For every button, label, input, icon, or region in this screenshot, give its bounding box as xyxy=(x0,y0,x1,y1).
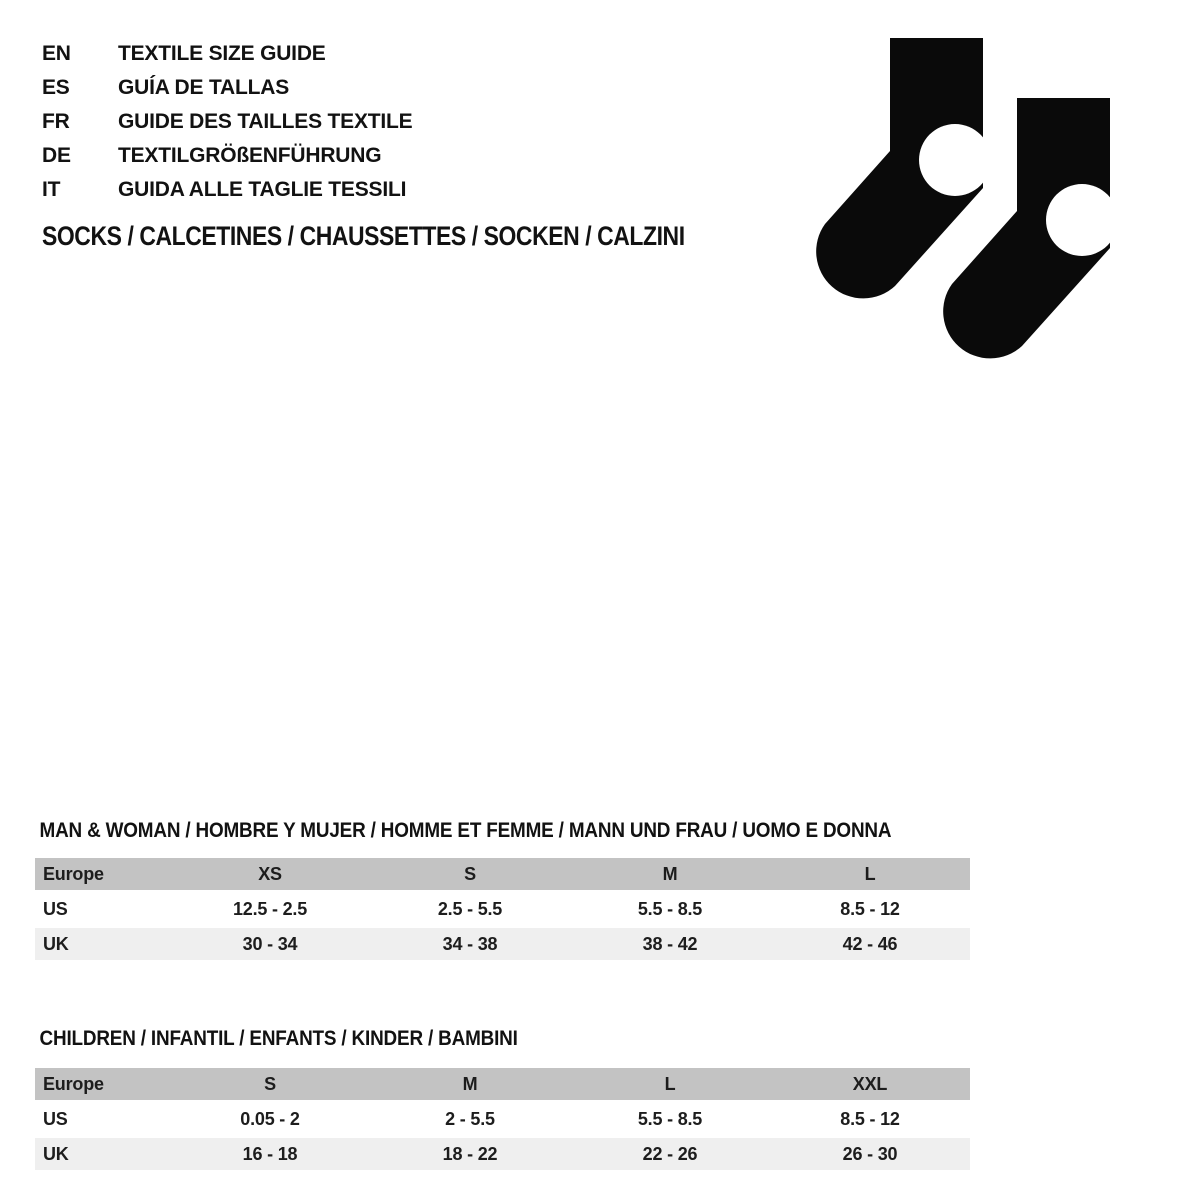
language-code: FR xyxy=(42,110,70,133)
section-title: MAN & WOMAN / HOMBRE Y MUJER / HOMME ET FEMME / MANN UND FRAU / UOMO E DONNA xyxy=(39,819,892,842)
language-label: GUÍA DE TALLAS xyxy=(118,76,290,99)
size-cell: 26 - 30 xyxy=(842,1144,898,1164)
size-cell: 34 - 38 xyxy=(442,934,498,954)
table-header-cell: S xyxy=(464,864,476,884)
size-cell: 16 - 18 xyxy=(242,1144,298,1164)
table-header-row xyxy=(35,1068,970,1100)
size-cell: 2.5 - 5.5 xyxy=(437,899,503,919)
size-table-man-woman xyxy=(35,858,970,960)
sock-left-heel-cutout xyxy=(919,124,991,196)
language-code: IT xyxy=(42,178,61,201)
size-cell: 8.5 - 12 xyxy=(840,899,900,919)
section-title: CHILDREN / INFANTIL / ENFANTS / KINDER / BAMBINI xyxy=(39,1027,518,1050)
sock-right-heel-cutout xyxy=(1046,184,1118,256)
language-list xyxy=(42,37,412,207)
table-row-us xyxy=(35,1103,970,1135)
table-header-cell: Europe xyxy=(43,1074,104,1094)
row-label: UK xyxy=(43,1144,69,1164)
table-header-cell: L xyxy=(664,1074,676,1094)
table-header-cell: M xyxy=(462,1074,478,1094)
table-header-cell: XXL xyxy=(852,1074,888,1094)
size-cell: 0.05 - 2 xyxy=(240,1109,300,1129)
table-row-us xyxy=(35,893,970,925)
table-header-row xyxy=(35,858,970,890)
size-cell: 42 - 46 xyxy=(842,934,898,954)
language-row-en xyxy=(42,37,412,71)
size-cell: 38 - 42 xyxy=(642,934,698,954)
table-header-cell: S xyxy=(264,1074,276,1094)
row-label: US xyxy=(43,1109,68,1129)
language-code: ES xyxy=(42,76,70,99)
language-label: GUIDA ALLE TAGLIE TESSILI xyxy=(118,178,407,201)
section-children xyxy=(35,1026,970,1173)
section-man-woman xyxy=(35,818,970,963)
size-cell: 22 - 26 xyxy=(642,1144,698,1164)
size-cell: 8.5 - 12 xyxy=(840,1109,900,1129)
language-code: DE xyxy=(42,144,71,167)
table-header-cell: XS xyxy=(258,864,282,884)
language-row-de xyxy=(42,139,412,173)
size-cell: 30 - 34 xyxy=(242,934,298,954)
category-title: SOCKS / CALCETINES / CHAUSSETTES / SOCKEN / CALZINI xyxy=(42,221,685,251)
table-header-cell: Europe xyxy=(43,864,104,884)
language-row-fr xyxy=(42,105,412,139)
language-label: GUIDE DES TAILLES TEXTILE xyxy=(118,110,413,133)
language-row-it xyxy=(42,173,412,207)
size-cell: 2 - 5.5 xyxy=(445,1109,495,1129)
size-cell: 12.5 - 2.5 xyxy=(232,899,308,919)
size-cell: 5.5 - 8.5 xyxy=(637,1109,703,1129)
table-row-uk xyxy=(35,928,970,960)
table-header-cell: L xyxy=(864,864,876,884)
size-cell: 5.5 - 8.5 xyxy=(637,899,703,919)
language-code: EN xyxy=(42,42,71,65)
table-row-uk xyxy=(35,1138,970,1170)
size-table-children xyxy=(35,1068,970,1170)
table-header-cell: M xyxy=(662,864,678,884)
row-label: UK xyxy=(43,934,69,954)
language-label: TEXTILE SIZE GUIDE xyxy=(118,42,326,65)
size-cell: 18 - 22 xyxy=(442,1144,498,1164)
row-label: US xyxy=(43,899,68,919)
language-label: TEXTILGRÖßENFÜHRUNG xyxy=(118,144,382,167)
socks-icon xyxy=(790,20,1190,380)
language-row-es xyxy=(42,71,412,105)
